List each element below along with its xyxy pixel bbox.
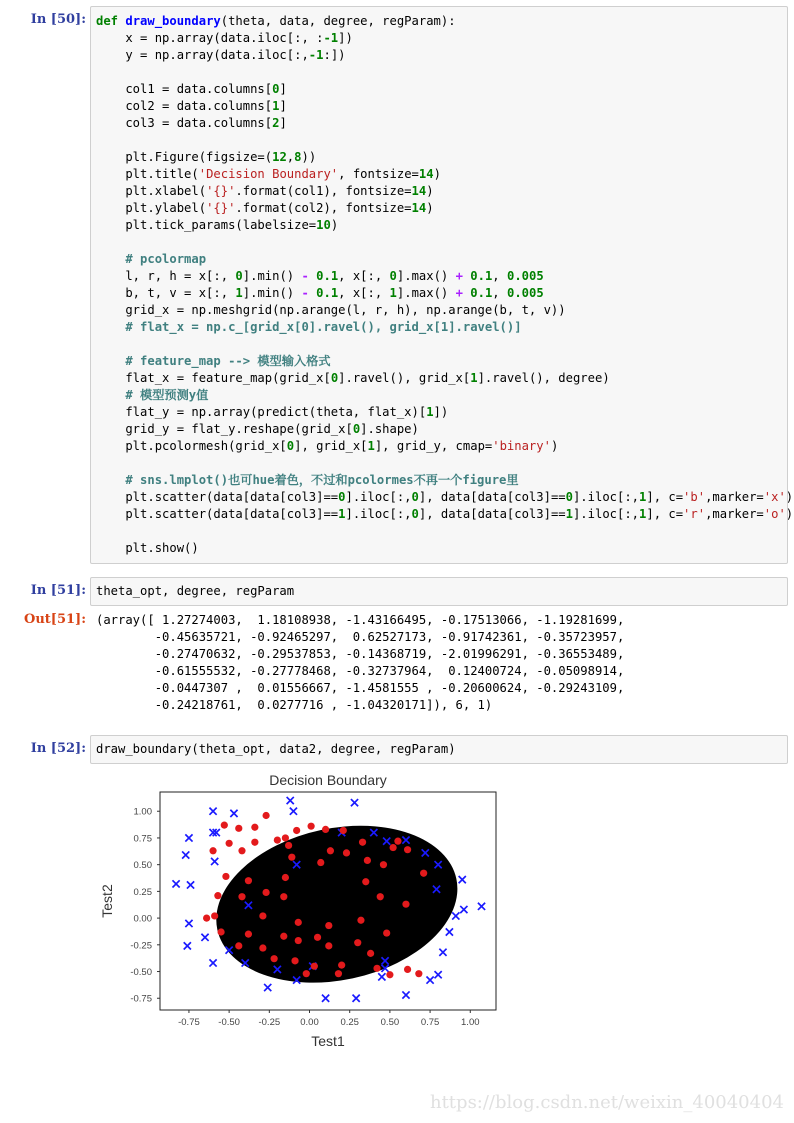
code-line bbox=[96, 64, 793, 81]
y-tick-label: 0.50 bbox=[133, 860, 152, 872]
y-tick-label: 0.25 bbox=[133, 886, 152, 898]
code-token: col2 = data.columns[ bbox=[96, 99, 273, 113]
class-1-point bbox=[311, 963, 318, 970]
x-tick-label: -0.25 bbox=[258, 1017, 281, 1028]
code-token: '{}' bbox=[206, 184, 236, 198]
code-token: , bbox=[492, 269, 507, 283]
y-tick-label: 1.00 bbox=[133, 806, 152, 818]
code-token: ] bbox=[279, 116, 287, 130]
class-1-point bbox=[364, 857, 371, 864]
class-1-point bbox=[325, 942, 332, 949]
class-1-point bbox=[362, 878, 369, 885]
class-1-point bbox=[390, 844, 397, 851]
x-tick-label: 0.50 bbox=[380, 1017, 400, 1028]
class-1-point bbox=[235, 825, 242, 832]
class-1-point bbox=[259, 912, 266, 919]
code-token: , fontsize= bbox=[338, 167, 419, 181]
code-token: 'x' bbox=[763, 490, 786, 504]
code-line bbox=[96, 489, 793, 506]
code-token: ] bbox=[279, 99, 287, 113]
class-1-point bbox=[214, 892, 221, 899]
code-token: plt.pcolormesh(grid_x[ bbox=[96, 439, 287, 453]
code-token: 0.1 bbox=[470, 286, 493, 300]
class-1-point bbox=[404, 966, 411, 973]
code-token: 'o' bbox=[763, 507, 786, 521]
code-token: '{}' bbox=[206, 201, 236, 215]
code-token: ) bbox=[426, 201, 434, 215]
code-line bbox=[96, 81, 793, 98]
class-1-point bbox=[327, 847, 334, 854]
code-line bbox=[96, 217, 793, 234]
class-1-point bbox=[217, 928, 224, 935]
output-line: -0.27470632, -0.29537853, -0.14368719, -2.01996291, -0.36553489, bbox=[96, 647, 625, 661]
code-token: 0 bbox=[352, 422, 361, 436]
code-token: 14 bbox=[418, 167, 434, 181]
code-token: grid_y = flat_y.reshape(grid_x[ bbox=[96, 422, 353, 436]
code-token: plt.Figure(figsize=( bbox=[96, 150, 273, 164]
code-token: , bbox=[492, 286, 507, 300]
code-token: , x[:, bbox=[338, 286, 390, 300]
code-token: ], c= bbox=[646, 507, 684, 521]
code-line bbox=[96, 149, 793, 166]
class-1-point bbox=[373, 965, 380, 972]
x-tick-label: 1.00 bbox=[461, 1017, 480, 1028]
code-token: col3 = data.columns[ bbox=[96, 116, 273, 130]
code-line bbox=[96, 319, 793, 336]
code-token: 'r' bbox=[683, 507, 706, 521]
code-token: 0 bbox=[411, 507, 419, 521]
class-1-point bbox=[251, 839, 258, 846]
code-token: ].min() bbox=[242, 286, 302, 300]
code-token: ] bbox=[279, 82, 287, 96]
code-token: x = np.array(data.iloc[:, : bbox=[96, 31, 324, 45]
class-1-point bbox=[288, 854, 295, 861]
x-axis-label: Test1 bbox=[311, 1033, 345, 1049]
code-token: 0 bbox=[411, 490, 419, 504]
code-token: ].ravel(), degree) bbox=[477, 371, 610, 385]
code-token: theta_opt, degree, regParam bbox=[96, 584, 295, 598]
code-token: 0 bbox=[389, 269, 397, 283]
class-1-point bbox=[338, 962, 345, 969]
y-tick-label: 0.00 bbox=[133, 913, 152, 925]
class-1-point bbox=[359, 839, 366, 846]
code-token: 0.1 bbox=[470, 269, 493, 283]
code-line bbox=[96, 115, 793, 132]
code-token: ], grid_x[ bbox=[294, 439, 368, 453]
class-1-point bbox=[325, 922, 332, 929]
class-1-point bbox=[285, 842, 292, 849]
class-1-point bbox=[317, 859, 324, 866]
class-1-point bbox=[354, 939, 361, 946]
code-token: # 模型预测y值 bbox=[96, 388, 209, 402]
x-tick-label: 0.00 bbox=[300, 1017, 319, 1028]
class-1-point bbox=[322, 826, 329, 833]
code-token: .format(col2), fontsize= bbox=[235, 201, 412, 215]
code-token: flat_y = np.array(predict(theta, flat_x)[ bbox=[96, 405, 427, 419]
x-tick-label: -0.75 bbox=[178, 1017, 200, 1028]
code-token: plt.title( bbox=[96, 167, 199, 181]
decision-boundary-chart bbox=[96, 770, 516, 1060]
code-token: ].iloc[:, bbox=[345, 507, 412, 521]
code-token: :]) bbox=[323, 48, 346, 62]
code-token: 0.005 bbox=[506, 286, 544, 300]
class-1-point bbox=[303, 970, 310, 977]
code-token: 1 bbox=[389, 286, 397, 300]
class-1-point bbox=[211, 912, 218, 919]
class-1-point bbox=[221, 822, 228, 829]
code-token: ], data[data[col3]== bbox=[418, 507, 566, 521]
code-token: ], grid_y, cmap= bbox=[374, 439, 493, 453]
code-token: y = np.array(data.iloc[:, bbox=[96, 48, 309, 62]
code-token: ].min() bbox=[242, 269, 302, 283]
code-token: l, r, h = x[:, bbox=[96, 269, 236, 283]
code-token: grid_x = np.meshgrid(np.arange(l, r, h), np.arange(b, t, v)) bbox=[96, 303, 566, 317]
class-1-point bbox=[238, 893, 245, 900]
code-token: ], data[data[col3]== bbox=[418, 490, 566, 504]
code-token: # feature_map --> 模型输入格式 bbox=[96, 354, 331, 368]
class-1-point bbox=[377, 893, 384, 900]
class-1-point bbox=[282, 874, 289, 881]
class-1-point bbox=[394, 838, 401, 845]
class-1-point bbox=[295, 919, 302, 926]
code-token: ]) bbox=[338, 31, 353, 45]
class-1-point bbox=[280, 933, 287, 940]
code-token: + bbox=[455, 286, 463, 300]
cell-51-input-prompt: In [51]: bbox=[30, 583, 86, 598]
code-token: draw_boundary bbox=[125, 14, 221, 28]
class-1-point bbox=[402, 901, 409, 908]
output-line: -0.24218761, 0.0277716 , -1.04320171]), 6, 1) bbox=[96, 698, 493, 712]
code-token: # pcolormap bbox=[96, 252, 207, 266]
y-axis-label: Test2 bbox=[99, 884, 115, 918]
class-1-point bbox=[357, 917, 364, 924]
code-line bbox=[96, 523, 793, 540]
class-1-point bbox=[226, 840, 233, 847]
code-line bbox=[96, 166, 793, 183]
code-token: ].iloc[:, bbox=[572, 490, 640, 504]
code-token: ) bbox=[785, 507, 794, 521]
class-1-point bbox=[263, 812, 270, 819]
class-1-point bbox=[340, 827, 347, 834]
class-1-point bbox=[380, 861, 387, 868]
code-line bbox=[96, 132, 793, 149]
code-line bbox=[96, 506, 793, 523]
class-1-point bbox=[293, 827, 300, 834]
code-line bbox=[96, 251, 793, 268]
cell-50-input-prompt: In [50]: bbox=[30, 12, 86, 27]
code-line bbox=[96, 421, 793, 438]
code-token: 0 bbox=[286, 439, 295, 453]
code-token: )) bbox=[301, 150, 317, 164]
code-line bbox=[96, 200, 793, 217]
code-token: 1 bbox=[338, 507, 346, 521]
code-token: 1 bbox=[639, 507, 647, 521]
code-token: ].max() bbox=[396, 269, 456, 283]
code-token: draw_boundary(theta_opt, data2, degree, regParam) bbox=[96, 742, 456, 756]
code-token: 'binary' bbox=[492, 439, 551, 453]
x-tick-label: 0.25 bbox=[340, 1017, 359, 1028]
class-1-point bbox=[282, 834, 289, 841]
class-1-point bbox=[203, 914, 210, 921]
code-line bbox=[96, 370, 793, 387]
cell-52-code[interactable] bbox=[96, 741, 456, 758]
code-token: ) bbox=[330, 218, 339, 232]
code-line bbox=[96, 472, 793, 489]
class-1-point bbox=[238, 847, 245, 854]
code-token: plt.ylabel( bbox=[96, 201, 207, 215]
class-1-point bbox=[209, 847, 216, 854]
code-token: 0 bbox=[338, 490, 346, 504]
code-token: 8 bbox=[294, 150, 302, 164]
code-token: 0 bbox=[330, 371, 339, 385]
code-line bbox=[96, 13, 793, 30]
code-token: col1 = data.columns[ bbox=[96, 82, 273, 96]
class-1-point bbox=[251, 824, 258, 831]
class-1-point bbox=[415, 970, 422, 977]
code-token: .format(col1), fontsize= bbox=[235, 184, 412, 198]
code-line bbox=[96, 438, 793, 455]
code-token: , bbox=[286, 150, 295, 164]
class-1-point bbox=[271, 955, 278, 962]
code-token: 0 bbox=[235, 269, 243, 283]
code-line bbox=[96, 353, 793, 370]
code-token: ,marker= bbox=[705, 507, 764, 521]
code-token: 0 bbox=[272, 82, 280, 96]
cell-51-output-prompt: Out[51]: bbox=[24, 612, 86, 627]
code-token: -1 bbox=[308, 48, 324, 62]
code-token: 'Decision Boundary' bbox=[198, 167, 339, 181]
class-1-point bbox=[383, 929, 390, 936]
code-token: (theta, data, degree, regParam): bbox=[220, 14, 456, 28]
code-line bbox=[96, 404, 793, 421]
class-1-point bbox=[314, 934, 321, 941]
code-token: plt.scatter(data[data[col3]== bbox=[96, 490, 339, 504]
class-1-point bbox=[245, 931, 252, 938]
code-token: ]) bbox=[433, 405, 449, 419]
code-line bbox=[96, 285, 793, 302]
code-token: 0 bbox=[565, 490, 573, 504]
output-line: (array([ 1.27274003, 1.18108938, -1.43166495, -0.17513066, -1.19281699, bbox=[96, 613, 625, 627]
cell-51-code[interactable] bbox=[96, 583, 294, 600]
class-1-point bbox=[295, 937, 302, 944]
code-line bbox=[96, 387, 793, 404]
code-token: 1 bbox=[470, 371, 478, 385]
code-token: # sns.lmplot()也可hue着色，不过和pcolormes不再一个figure里 bbox=[96, 473, 519, 487]
class-1-point bbox=[245, 877, 252, 884]
code-line bbox=[96, 183, 793, 200]
code-line bbox=[96, 540, 793, 557]
code-token: ].ravel(), grid_x[ bbox=[338, 371, 471, 385]
code-token: + bbox=[455, 269, 463, 283]
code-line bbox=[96, 336, 793, 353]
watermark: https://blog.csdn.net/weixin_40040404 bbox=[429, 1092, 784, 1113]
code-token: 0.005 bbox=[506, 269, 544, 283]
class-1-point bbox=[291, 957, 298, 964]
output-line: -0.61555532, -0.27778468, -0.32737964, 0.12400724, -0.05098914, bbox=[96, 664, 625, 678]
class-1-point bbox=[367, 950, 374, 957]
class-1-point bbox=[259, 944, 266, 951]
code-line bbox=[96, 98, 793, 115]
code-token: 1 bbox=[272, 99, 280, 113]
code-line bbox=[96, 455, 793, 472]
class-1-point bbox=[235, 942, 242, 949]
cell-52-input-prompt: In [52]: bbox=[30, 741, 86, 756]
x-tick-label: -0.50 bbox=[218, 1017, 240, 1028]
code-token: 10 bbox=[316, 218, 331, 232]
code-token: 0.1 bbox=[316, 286, 339, 300]
code-token: - bbox=[301, 286, 309, 300]
code-token: plt.scatter(data[data[col3]== bbox=[96, 507, 339, 521]
code-token: ].iloc[:, bbox=[345, 490, 412, 504]
code-token: 1 bbox=[426, 405, 434, 419]
code-token: 1 bbox=[235, 286, 243, 300]
code-token: flat_x = feature_map(grid_x[ bbox=[96, 371, 331, 385]
code-token: 1 bbox=[639, 490, 647, 504]
y-tick-label: -0.50 bbox=[130, 967, 152, 979]
code-token: 0.1 bbox=[316, 269, 339, 283]
code-token: # flat_x = np.c_[grid_x[0].ravel(), grid_x[1].ravel()] bbox=[96, 320, 522, 334]
code-token: -1 bbox=[323, 31, 339, 45]
class-1-point bbox=[335, 970, 342, 977]
code-token: ].iloc[:, bbox=[572, 507, 640, 521]
class-1-point bbox=[386, 971, 393, 978]
class-1-point bbox=[280, 893, 287, 900]
code-token: 14 bbox=[411, 201, 427, 215]
code-token: ].shape) bbox=[360, 422, 419, 436]
code-token: plt.xlabel( bbox=[96, 184, 207, 198]
code-token: b, t, v = x[:, bbox=[96, 286, 236, 300]
code-token: plt.tick_params(labelsize= bbox=[96, 218, 317, 232]
chart-title: Decision Boundary bbox=[269, 772, 387, 788]
y-tick-label: -0.75 bbox=[130, 993, 152, 1005]
y-tick-label: -0.25 bbox=[130, 940, 152, 952]
code-token: , x[:, bbox=[338, 269, 390, 283]
code-line bbox=[96, 47, 793, 64]
class-1-point bbox=[274, 836, 281, 843]
cell-51-output-text bbox=[96, 612, 624, 714]
code-line bbox=[96, 234, 793, 251]
code-line bbox=[96, 30, 793, 47]
code-token: 14 bbox=[411, 184, 427, 198]
code-token: ) bbox=[550, 439, 559, 453]
code-token: 'b' bbox=[683, 490, 706, 504]
code-token: ], c= bbox=[646, 490, 684, 504]
code-token: ,marker= bbox=[705, 490, 764, 504]
code-token: ) bbox=[785, 490, 794, 504]
code-token: def bbox=[96, 14, 126, 28]
code-token: ) bbox=[433, 167, 441, 181]
y-tick-label: 0.75 bbox=[133, 833, 152, 845]
code-token: 1 bbox=[367, 439, 375, 453]
class-1-point bbox=[263, 889, 270, 896]
class-1-point bbox=[404, 846, 411, 853]
code-token: 12 bbox=[272, 150, 287, 164]
code-token: 2 bbox=[272, 116, 280, 130]
output-line: -0.0447307 , 0.01556667, -1.4581555 , -0.20600624, -0.29243109, bbox=[96, 681, 625, 695]
code-line bbox=[96, 268, 793, 285]
class-1-point bbox=[420, 870, 427, 877]
code-line bbox=[96, 302, 793, 319]
code-line bbox=[96, 741, 456, 758]
output-line: -0.45635721, -0.92465297, 0.62527173, -0.91742361, -0.35723957, bbox=[96, 630, 625, 644]
code-token: - bbox=[301, 269, 309, 283]
x-tick-label: 0.75 bbox=[420, 1017, 440, 1028]
code-token: ].max() bbox=[396, 286, 456, 300]
code-token: 1 bbox=[565, 507, 573, 521]
code-token: ) bbox=[426, 184, 434, 198]
class-1-point bbox=[308, 823, 315, 830]
code-token: plt.show() bbox=[96, 541, 199, 555]
class-1-point bbox=[343, 849, 350, 856]
cell-50-code[interactable] bbox=[96, 13, 793, 557]
class-1-point bbox=[222, 873, 229, 880]
code-line bbox=[96, 583, 294, 600]
